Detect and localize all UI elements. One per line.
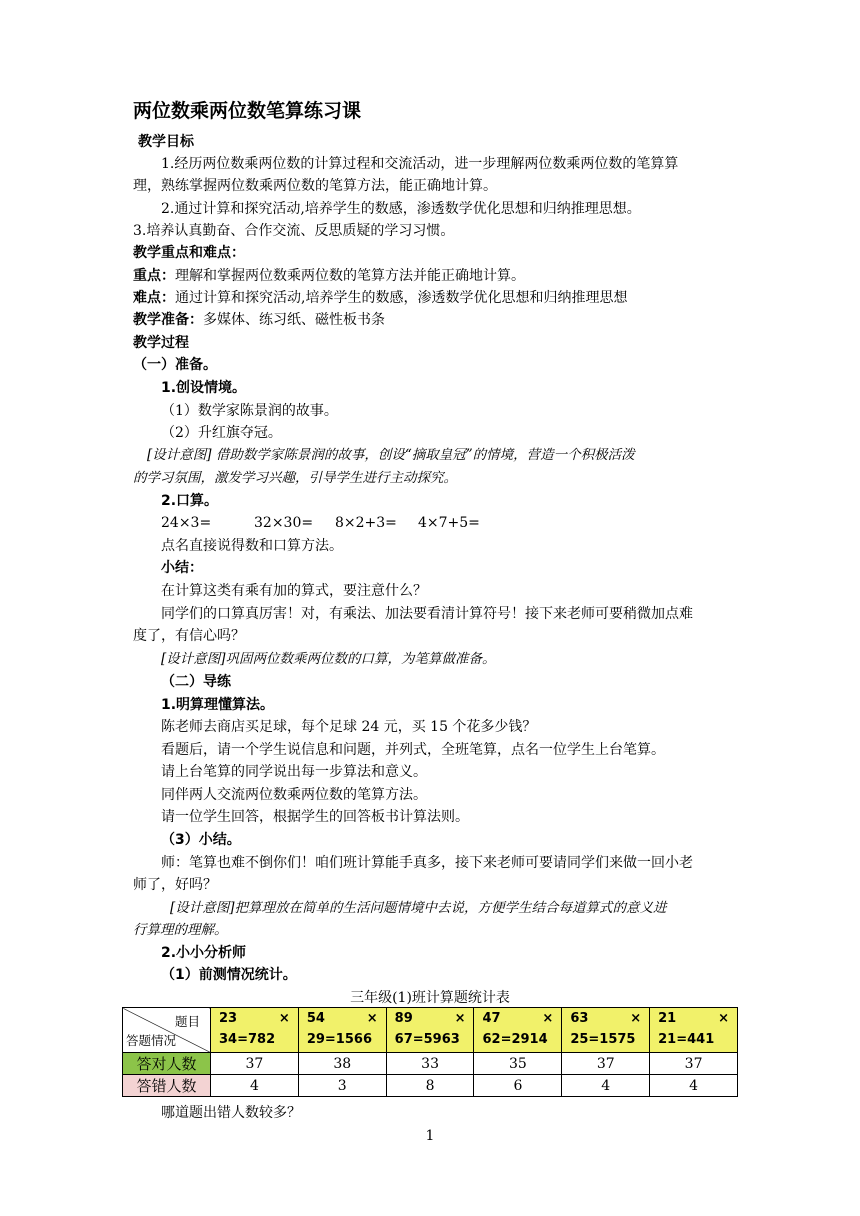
goal-2: 2.通过计算和探究活动,培养学生的数感，渗透数学优化思想和归纳推理思想。 — [161, 201, 641, 217]
goal-3: 3.培养认真勤奋、合作交流、反思质疑的学习习惯。 — [133, 223, 455, 239]
design-note-1-line-2: 的学习氛围，激发学习兴趣，引导学生进行主动探究。 — [133, 470, 457, 486]
table-row — [123, 1053, 738, 1075]
wrong-count-label: 答错人数 — [123, 1075, 211, 1097]
wrong-count-cell: 4 — [211, 1075, 299, 1097]
goal-1-line-1: 1.经历两位数乘两位数的计算过程和交流活动，进一步理解两位数乘两位数的笔算算 — [161, 156, 679, 172]
difficulty-line — [133, 287, 627, 309]
summary-answer-line-1: 同学们的口算真厉害！对，有乘法、加法要看清计算符号！接下来老师可要稍微加点难 — [161, 606, 693, 622]
question-remainder: 67=5963 — [394, 1032, 460, 1047]
header-top-label: 题目 — [174, 1014, 200, 1029]
question-cell — [562, 1008, 650, 1053]
goal-1-line-2: 理，熟练掌握两位数乘两位数的笔算方法，能正确地计算。 — [133, 178, 497, 194]
correct-count-cell: 37 — [211, 1053, 299, 1075]
preparation-text: 多媒体、练习纸、磁性板书条 — [203, 312, 385, 328]
summary-question: 在计算这类有乘有加的算式，要注意什么？ — [161, 583, 427, 599]
section-2-1-heading: 1.明算理懂算法。 — [161, 697, 275, 713]
diagonal-header-cell — [123, 1008, 211, 1053]
table-caption: 三年级(1)班计算题统计表 — [350, 990, 510, 1006]
difficulty-label: 难点： — [133, 290, 175, 306]
correct-count-cell: 38 — [298, 1053, 386, 1075]
wrong-count-cell: 3 — [298, 1075, 386, 1097]
question-remainder: 25=1575 — [570, 1032, 636, 1047]
question-remainder: 62=2914 — [482, 1032, 548, 1047]
correct-count-cell: 35 — [474, 1053, 562, 1075]
wrong-count-cell: 8 — [386, 1075, 474, 1097]
section-2-2-1-heading: （1）前测情况统计。 — [161, 967, 297, 983]
design-note-3-line-1: [设计意图]把算理放在简单的生活问题情境中去说，方便学生结合每道算式的意义进 — [170, 900, 667, 916]
question-times-sign: × — [542, 1011, 554, 1026]
step-explain: 请上台笔算的同学说出每一步算法和意义。 — [161, 764, 427, 780]
question-multiplicand: 63 — [570, 1011, 589, 1026]
section-1-heading: （一）准备。 — [133, 357, 217, 373]
question-multiplicand: 54 — [306, 1011, 325, 1026]
section-2-1-3-heading: （3）小结。 — [161, 832, 241, 848]
summary-answer-line-2: 度了，有信心吗？ — [133, 628, 245, 644]
step-read-problem: 看题后，请一个学生说信息和问题，并列式，全班笔算，点名一位学生上台笔算。 — [161, 742, 665, 758]
summary-label: 小结： — [161, 560, 203, 576]
question-times-sign: × — [278, 1011, 290, 1026]
page-number: 1 — [425, 1128, 435, 1144]
page-title: 两位数乘两位数笔算练习课 — [133, 100, 362, 122]
question-cell — [211, 1008, 299, 1053]
design-note-1-line-1: [设计意图] 借助数学家陈景润的故事，创设“摘取皇冠”的情境，营造一个积极活泼 — [147, 447, 635, 463]
section-1-1-heading: 1.创设情境。 — [161, 380, 247, 396]
key-point-text: 理解和掌握两位数乘两位数的笔算方法并能正确地计算。 — [175, 268, 525, 284]
statistics-table — [122, 1007, 738, 1097]
oral-expr-1: 24×3= — [161, 515, 212, 531]
question-multiplicand: 89 — [394, 1011, 413, 1026]
question-multiplicand: 21 — [658, 1011, 677, 1026]
question-remainder: 34=782 — [219, 1032, 276, 1047]
item-flag: （2）升红旗夺冠。 — [161, 425, 282, 441]
step-board-rule: 请一位学生回答，根据学生的回答板书计算法则。 — [161, 809, 469, 825]
table-row — [123, 1008, 738, 1053]
design-note-2: [设计意图]巩固两位数乘两位数的口算，为笔算做准备。 — [161, 651, 496, 667]
oral-expr-3: 8×2+3= — [335, 515, 397, 531]
question-cell — [386, 1008, 474, 1053]
question-remainder: 21=441 — [658, 1032, 715, 1047]
question-times-sign: × — [718, 1011, 729, 1026]
preparation-line — [133, 309, 385, 331]
question-remainder: 29=1566 — [306, 1032, 372, 1047]
correct-count-label: 答对人数 — [123, 1053, 211, 1075]
step-pair-exchange: 同伴两人交流两位数乘两位数的笔算方法。 — [161, 787, 427, 803]
wrong-count-cell: 6 — [474, 1075, 562, 1097]
oral-expr-2: 32×30= — [254, 515, 314, 531]
correct-count-cell: 33 — [386, 1053, 474, 1075]
question-times-sign: × — [366, 1011, 378, 1026]
teacher-line-2: 师了，好吗？ — [133, 877, 217, 893]
process-heading: 教学过程 — [133, 335, 189, 351]
question-cell — [474, 1008, 562, 1053]
wrong-count-cell: 4 — [562, 1075, 650, 1097]
after-table-question: 哪道题出错人数较多？ — [161, 1105, 301, 1121]
difficulty-text: 通过计算和探究活动,培养学生的数感，渗透数学优化思想和归纳推理思想 — [175, 290, 628, 306]
problem-statement: 陈老师去商店买足球，每个足球 24 元，买 15 个花多少钱？ — [161, 719, 537, 735]
key-point-label: 重点： — [133, 268, 175, 284]
section-2-2-heading: 2.小小分析师 — [161, 945, 247, 961]
goals-heading: 教学目标 — [138, 134, 194, 150]
correct-count-cell: 37 — [562, 1053, 650, 1075]
section-2-heading: （二）导练 — [161, 674, 231, 690]
preparation-label: 教学准备： — [133, 312, 203, 328]
key-point-line — [133, 265, 525, 287]
question-multiplicand: 47 — [482, 1011, 501, 1026]
correct-count-cell: 37 — [650, 1053, 738, 1075]
key-points-heading: 教学重点和难点： — [133, 245, 245, 261]
table-row — [123, 1075, 738, 1097]
question-multiplicand: 23 — [219, 1011, 238, 1026]
question-times-sign: × — [454, 1011, 466, 1026]
wrong-count-cell: 4 — [650, 1075, 738, 1097]
question-cell — [650, 1008, 738, 1053]
oral-note: 点名直接说得数和口算方法。 — [161, 538, 343, 554]
header-bottom-label: 答题情况 — [126, 1033, 177, 1048]
oral-expr-4: 4×7+5= — [418, 515, 480, 531]
question-cell — [298, 1008, 386, 1053]
section-1-2-heading: 2.口算。 — [161, 493, 219, 509]
teacher-line-1: 师：笔算也难不倒你们！咱们班计算能手真多，接下来老师可要请同学们来做一回小老 — [161, 855, 693, 871]
design-note-3-line-2: 行算理的理解。 — [133, 922, 228, 938]
item-story: （1）数学家陈景润的故事。 — [161, 403, 338, 419]
question-times-sign: × — [630, 1011, 642, 1026]
